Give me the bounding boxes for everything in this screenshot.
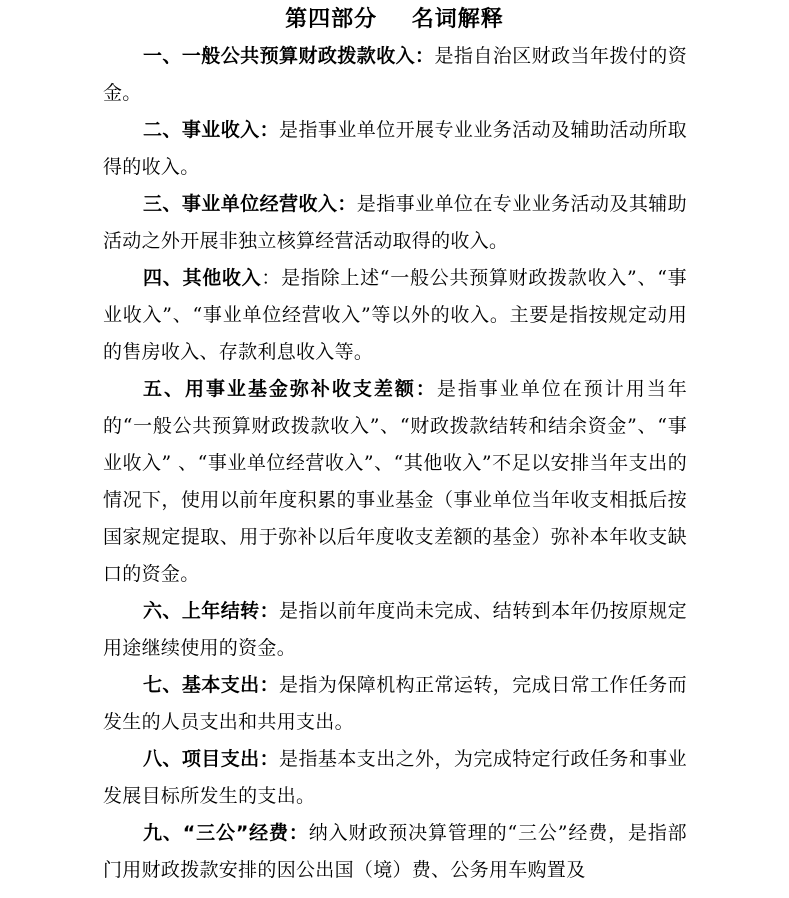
definition-paragraph (103, 593, 687, 667)
definition-paragraph (103, 667, 687, 741)
definition-term: 五、用事业基金弥补收支差额： (143, 378, 437, 400)
definition-text: 纳入财政预决算管理的“三公”经费，是指部门用财政拨款安排的因公出国（境）费、公务用车购置及 (103, 822, 687, 881)
definition-term: 三、事业单位经营收入： (143, 193, 357, 215)
definition-text: 是指事业单位在专业业务活动及其辅助活动之外开展非独立核算经营活动取得的收入。 (103, 193, 687, 252)
definition-paragraph (103, 260, 687, 371)
definition-term: 九、“三公”经费： (143, 822, 309, 844)
definition-text: 是指以前年度尚未完成、结转到本年仍按原规定用途继续使用的资金。 (103, 600, 687, 659)
definition-paragraph (103, 371, 687, 593)
definition-paragraph (103, 112, 687, 186)
definition-term: 八、项目支出： (143, 748, 280, 770)
definition-text: 是指基本支出之外，为完成特定行政任务和事业发展目标所发生的支出。 (103, 748, 687, 807)
definition-term: 六、上年结转： (143, 600, 280, 622)
definition-term: 七、基本支出： (143, 674, 280, 696)
definition-text: ：是指除上述“一般公共预算财政拨款收入”、“事业收入”、“事业单位经营收入”等以外的收入。主要是指按规定动用的售房收入、存款利息收入等。 (103, 267, 687, 363)
definition-text: 是指为保障机构正常运转，完成日常工作任务而发生的人员支出和共用支出。 (103, 674, 687, 733)
definition-paragraph (103, 186, 687, 260)
definition-term: 四、其他收入 (143, 267, 262, 289)
definition-text: 是指事业单位在预计用当年的“一般公共预算财政拨款收入”、“财政拨款结转和结余资金”、“事业收入” 、“事业单位经营收入”、“其他收入”不足以安排当年支出的情况下，使用以前年度积累的事业基金（事业单位当年收支相抵后按国家规定提取、用于弥补以后年度收支差额的基金）弥补本年收支缺口的资金。 (103, 378, 687, 585)
section-title: 第四部分 名词解释 (285, 6, 504, 32)
definition-term: 二、事业收入： (143, 119, 280, 141)
definition-text: 是指事业单位开展专业业务活动及辅助活动所取得的收入。 (103, 119, 687, 178)
definition-term: 一、一般公共预算财政拨款收入： (143, 45, 435, 67)
definition-text: 是指自治区财政当年拨付的资金。 (103, 45, 687, 104)
definition-paragraph (103, 38, 687, 112)
definition-paragraph (103, 815, 687, 889)
definition-paragraph (103, 741, 687, 815)
